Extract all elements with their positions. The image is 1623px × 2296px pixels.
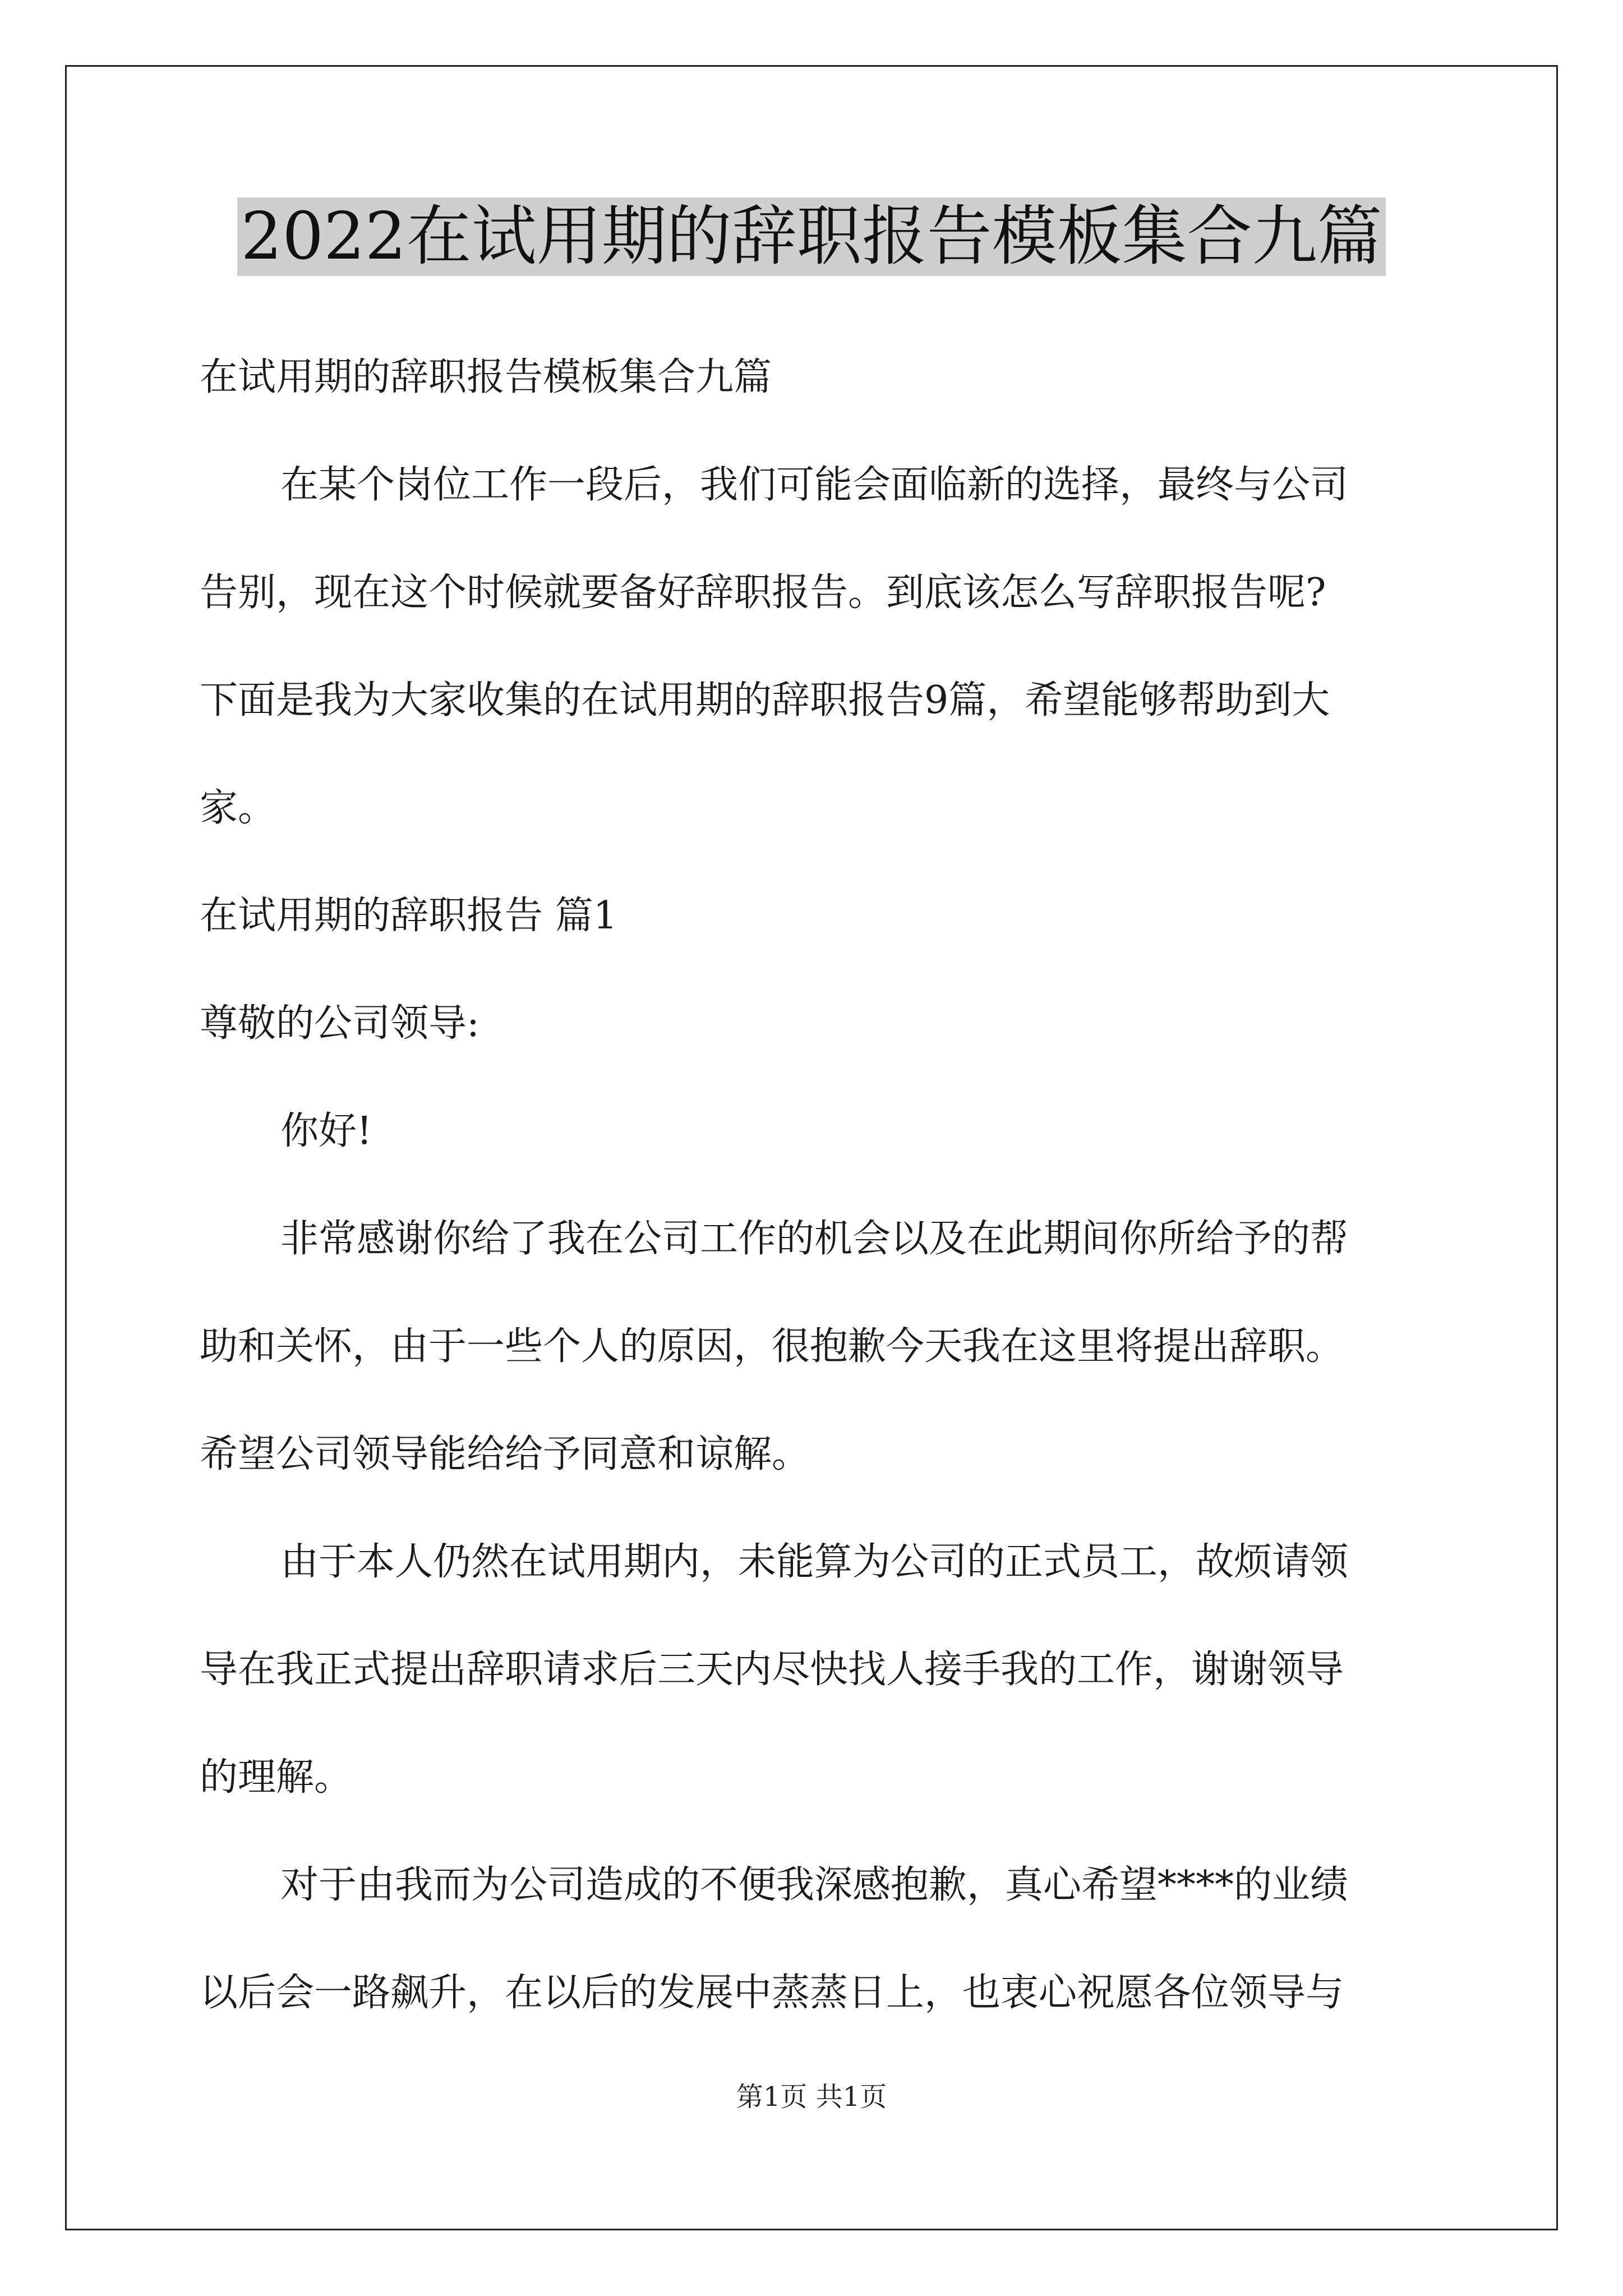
paragraph-line: 以后会一路飙升，在以后的发展中蒸蒸日上，也衷心祝愿各位领导与: [200, 1971, 1344, 2015]
paragraph-line: 导在我正式提出辞职请求后三天内尽快找人接手我的工作，谢谢领导: [200, 1648, 1344, 1692]
paragraph-line: 由于本人仍然在试用期内，未能算为公司的正式员工，故烦请领: [280, 1540, 1349, 1584]
section-heading: 在试用期的辞职报告 篇1: [200, 894, 617, 938]
paragraph-line: 对于由我而为公司造成的不便我深感抱歉，真心希望****的业绩: [280, 1863, 1349, 1907]
paragraph-line: 非常感谢你给了我在公司工作的机会以及在此期间你所给予的帮: [280, 1217, 1349, 1261]
paragraph-line: 告别，现在这个时候就要备好辞职报告。到底该怎么写辞职报告呢?: [200, 570, 1326, 615]
document-title: 2022在试用期的辞职报告模板集合九篇: [237, 197, 1385, 276]
page-footer: 第1页 共1页: [736, 2081, 887, 2113]
greeting: 你好!: [280, 1109, 372, 1153]
paragraph-line: 在某个岗位工作一段后，我们可能会面临新的选择，最终与公司: [280, 463, 1349, 507]
title-container: [0, 197, 1623, 276]
paragraph-line: 助和关怀，由于一些个人的原因，很抱歉今天我在这里将提出辞职。: [200, 1324, 1344, 1369]
paragraph-line: 下面是我为大家收集的在试用期的辞职报告9篇，希望能够帮助到大: [200, 678, 1330, 723]
subtitle-line: 在试用期的辞职报告模板集合九篇: [200, 355, 772, 399]
paragraph-line: 希望公司领导能给给予同意和谅解。: [200, 1432, 810, 1476]
paragraph-line: 家。: [200, 786, 276, 830]
paragraph-line: 的理解。: [200, 1755, 353, 1800]
salutation: 尊敬的公司领导:: [200, 1001, 479, 1046]
